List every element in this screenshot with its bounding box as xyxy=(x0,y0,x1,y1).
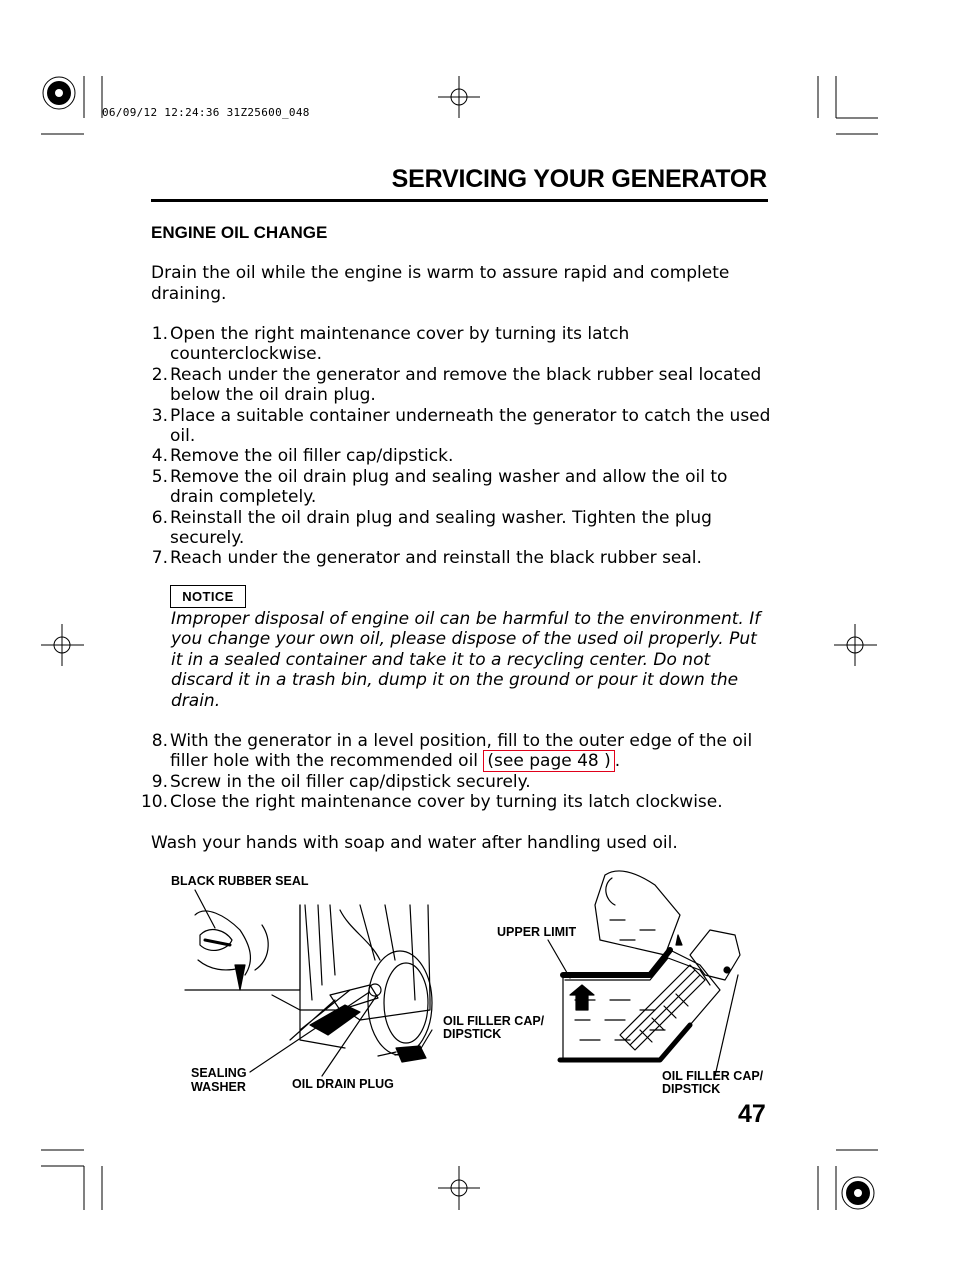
step-number: 8. xyxy=(151,731,168,751)
step-text: Remove the oil drain plug and sealing washer and allow the oil to drain completely. xyxy=(170,466,728,508)
label-sealing-washer-line2: WASHER xyxy=(191,1080,246,1094)
step-text: Reinstall the oil drain plug and sealing washer. Tighten the plug securely. xyxy=(170,507,712,549)
step-number: 6. xyxy=(151,507,168,528)
intro-paragraph: Drain the oil while the engine is warm to assure rapid and complete draining. xyxy=(151,263,730,304)
label-filler-cap-left-line2: DIPSTICK xyxy=(443,1027,502,1041)
label-sealing-washer-line1: SEALING xyxy=(191,1066,247,1080)
page-number: 47 xyxy=(738,1100,766,1128)
step-number: 1. xyxy=(151,324,168,344)
notice-label: NOTICE xyxy=(170,585,246,608)
step-text: Reach under the generator and reinstall the black rubber seal. xyxy=(170,548,702,569)
step-number: 4. xyxy=(151,446,168,467)
step-text: Open the right maintenance cover by turning its latch counterclockwise. xyxy=(170,324,630,365)
print-stamp: 06/09/12 12:24:36 31Z25600_048 xyxy=(102,106,310,119)
step-number: 7. xyxy=(151,548,168,569)
step-text: Remove the oil filler cap/dipstick. xyxy=(170,446,454,467)
step-number: 2. xyxy=(151,364,168,385)
step-number: 5. xyxy=(151,466,168,487)
step-text: With the generator in a level position, fill to the outer edge of the oil filler hole with the recommended oil xyxy=(170,731,753,772)
see-page-link[interactable]: (see page 48 ) xyxy=(483,750,614,772)
step-text: Reach under the generator and remove the black rubber seal located below the oil drain plug. xyxy=(170,364,762,406)
step-text-end: . xyxy=(614,751,621,772)
label-black-rubber-seal: BLACK RUBBER SEAL xyxy=(171,874,309,888)
closing-paragraph: Wash your hands with soap and water after handling used oil. xyxy=(151,833,678,853)
section-title: SERVICING YOUR GENERATOR xyxy=(391,165,767,193)
label-filler-cap-right-line2: DIPSTICK xyxy=(662,1082,721,1096)
notice-text: Improper disposal of engine oil can be harmful to the environment. If you change your own oil, please dispose of the used oil properly. Put it in a sealed container and take it to a recycling center. Do not discard it in a trash bin, dump it on the ground or pour it down the drain. xyxy=(171,609,761,711)
step-text: Place a suitable container underneath the generator to catch the used oil. xyxy=(170,405,771,447)
label-upper-limit: UPPER LIMIT xyxy=(497,925,577,939)
step-text: Screw in the oil filler cap/dipstick securely. xyxy=(170,771,531,792)
subsection-title: ENGINE OIL CHANGE xyxy=(151,223,328,242)
step-number: 3. xyxy=(151,405,168,426)
label-filler-cap-right-line1: OIL FILLER CAP/ xyxy=(662,1069,764,1083)
label-filler-cap-left-line1: OIL FILLER CAP/ xyxy=(443,1014,545,1028)
label-oil-drain-plug: OIL DRAIN PLUG xyxy=(292,1077,394,1091)
step-text: Close the right maintenance cover by turning its latch clockwise. xyxy=(170,792,723,813)
step-number: 9. xyxy=(151,771,168,792)
step-number: 10. xyxy=(140,792,168,813)
